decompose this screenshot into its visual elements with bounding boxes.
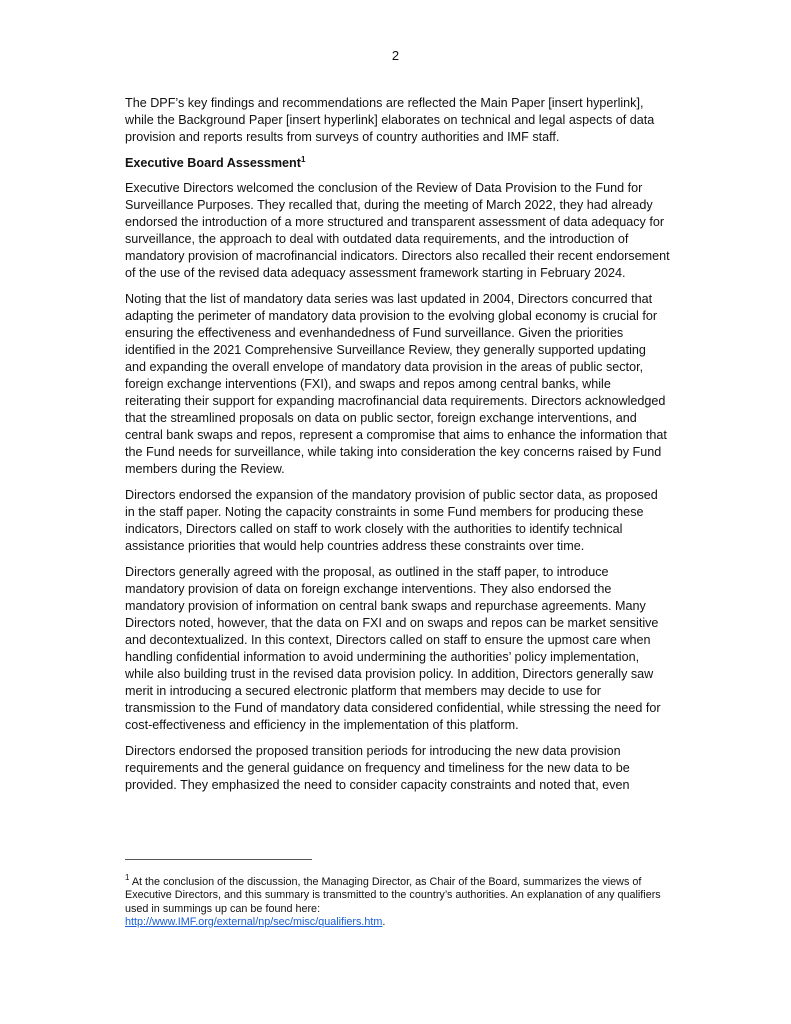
paragraph-4: Directors generally agreed with the proposal, as outlined in the staff paper, to introduce mandatory provision of data on foreign exchange interventions. They also endorsed the mandatory provision of information on central bank swaps and repurchase agreements. Many Directors noted, however, that the data on FXI and on swaps and repos can be market sensitive and decontextualized. In this context, Directors called on staff to ensure the upmost care when handling confidential information to avoid undermining the authorities’ policy implementation, while also building trust in the revised data provision policy. In addition, Directors generally saw merit in introducing a secured electronic platform that members may decide to use for transmission to the Fund of mandatory data considered confidential, while stressing the need for cost-effectiveness and efficiency in the implementation of this platform. — [125, 565, 661, 732]
paragraph-2: Noting that the list of mandatory data series was last updated in 2004, Directors concurred that adapting the perimeter of mandatory data provision to the evolving global economy is crucial for ensuring the effectiveness and evenhandedness of Fund surveillance. Given the priorities identified in the 2021 Comprehensive Surveillance Review, they generally supported updating and expanding the overall envelope of mandatory data provision in the areas of public sector, foreign exchange interventions (FXI), and swaps and repos among central banks, while reiterating their support for expanding macrofinancial data requirements. Directors acknowledged that the streamlined proposals on data on public sector, foreign exchange interventions, and central bank swaps and repos, represent a compromise that aims to enhance the information that the Fund needs for surveillance, while taking into consideration the key concerns raised by Fund members during the Review. — [125, 292, 667, 476]
paragraph-1: Executive Directors welcomed the conclusion of the Review of Data Provision to the Fund for Surveillance Purposes. They recalled that, during the meeting of March 2022, they had already endorsed the introduction of a more structured and transparent assessment of data adequacy for surveillance, the approach to deal with outdated data requirements, and the introduction of mandatory provision of macrofinancial indicators. Directors also recalled their recent endorsement of the use of the revised data adequacy assessment framework starting in February 2024. — [125, 181, 670, 280]
footnote-end: . — [382, 915, 386, 928]
paragraph-5: Directors endorsed the proposed transition periods for introducing the new data provision requirements and the general guidance on frequency and timeliness for the new data to be provided. They emphasized the need to consider capacity constraints and noted that, even — [125, 744, 630, 792]
page-number: 2 — [391, 48, 400, 63]
footnote-text: At the conclusion of the discussion, the Managing Director, as Chair of the Board, summarizes the views of Executive Directors, and this summary is transmitted to the country’s authorities. An explanation of any qualifiers used in summings up can be found here: — [125, 876, 661, 915]
document-body — [125, 95, 670, 803]
intro-paragraph: The DPF’s key findings and recommendations are reflected the Main Paper [insert hyperlink], while the Background Paper [insert hyperlink] elaborates on technical and legal aspects of data provision and reports results from surveys of country authorities and IMF staff. — [125, 96, 655, 144]
section-heading — [125, 155, 670, 172]
footnote-reference[interactable]: 1 — [300, 155, 306, 164]
section-heading-text: Executive Board Assessment — [125, 156, 301, 170]
footnote-divider — [125, 859, 312, 860]
footnote — [125, 873, 670, 929]
footnote-marker: 1 — [125, 873, 130, 882]
qualifiers-link[interactable]: http://www.IMF.org/external/np/sec/misc/qualifiers.htm — [125, 915, 383, 928]
paragraph-3: Directors endorsed the expansion of the mandatory provision of public sector data, as proposed in the staff paper. Noting the capacity constraints in some Fund members for producing these indicators, Directors called on staff to work closely with the authorities to identify technical assistance priorities that would help countries address these constraints over time. — [125, 488, 658, 553]
